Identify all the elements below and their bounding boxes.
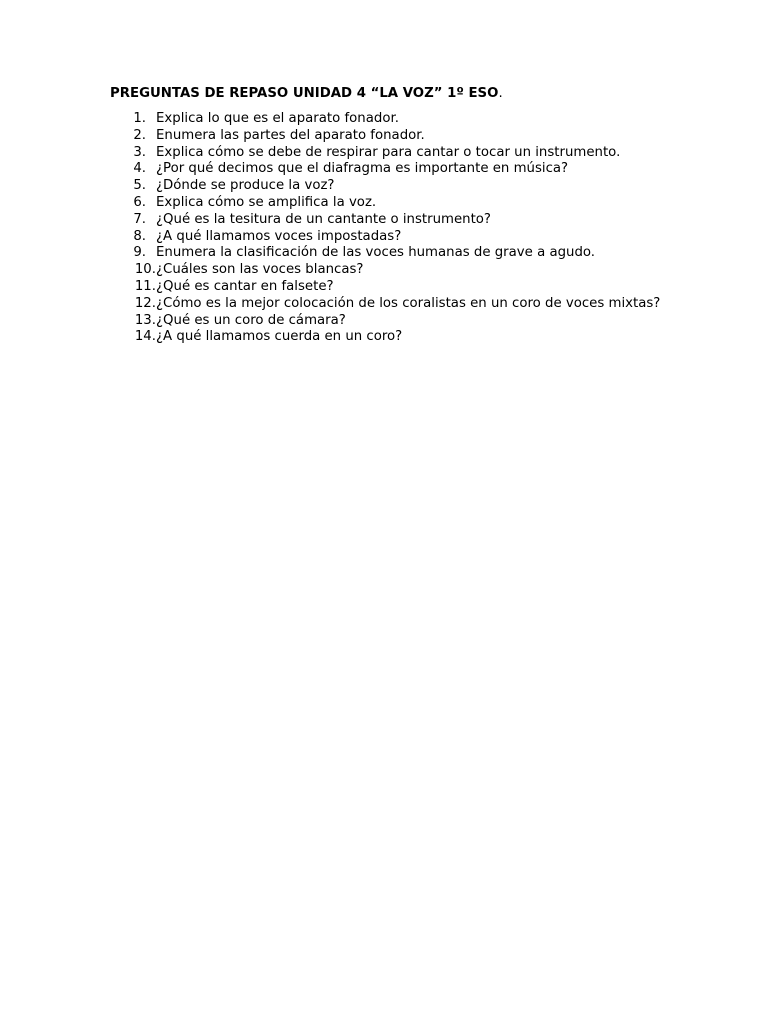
question-number: 9. <box>133 245 146 261</box>
question-number: 7. <box>133 211 146 227</box>
list-item <box>110 245 670 262</box>
question-text: ¿Por qué decimos que el diafragma es importante en música? <box>156 161 569 177</box>
question-text: ¿Qué es cantar en falsete? <box>156 278 334 294</box>
question-text: Explica cómo se debe de respirar para cantar o tocar un instrumento. <box>156 144 621 160</box>
question-text: ¿Qué es la tesitura de un cantante o instrumento? <box>156 211 491 227</box>
question-text: Explica lo que es el aparato fonador. <box>156 111 399 126</box>
list-item <box>110 195 670 212</box>
list-item <box>110 178 670 195</box>
list-item <box>110 296 670 313</box>
question-text: ¿A qué llamamos cuerda en un coro? <box>156 329 403 345</box>
question-number: 5. <box>133 178 146 194</box>
list-item <box>110 145 670 162</box>
question-number: 8. <box>133 228 146 244</box>
list-item <box>110 212 670 229</box>
list-item <box>110 161 670 178</box>
question-text: Enumera la clasificación de las voces humanas de grave a agudo. <box>156 245 596 261</box>
question-text: Enumera las partes del aparato fonador. <box>156 127 425 143</box>
question-number: 2. <box>133 127 146 143</box>
list-item <box>110 128 670 145</box>
question-number: 11. <box>134 278 156 294</box>
list-item <box>110 111 670 128</box>
question-text: ¿Cuáles son las voces blancas? <box>156 262 364 278</box>
page-title <box>110 85 503 102</box>
question-number: 12. <box>134 295 156 311</box>
question-list <box>110 111 670 346</box>
question-text: ¿A qué llamamos voces impostadas? <box>156 228 402 244</box>
list-item <box>110 262 670 279</box>
question-number: 10. <box>134 262 156 278</box>
question-number: 3. <box>133 144 146 160</box>
list-item <box>110 329 670 346</box>
title-text: PREGUNTAS DE REPASO UNIDAD 4 “LA VOZ” 1º ESO <box>110 86 499 101</box>
question-text: Explica cómo se amplifica la voz. <box>156 194 377 210</box>
list-item <box>110 279 670 296</box>
question-number: 14. <box>134 329 156 345</box>
question-number: 4. <box>133 161 146 177</box>
question-number: 13. <box>134 312 156 328</box>
question-text: ¿Dónde se produce la voz? <box>156 178 335 194</box>
list-item <box>110 229 670 246</box>
question-number: 6. <box>133 194 146 210</box>
question-text: ¿Qué es un coro de cámara? <box>156 312 346 328</box>
list-item <box>110 313 670 330</box>
question-text: ¿Cómo es la mejor colocación de los coralistas en un coro de voces mixtas? <box>156 295 661 311</box>
title-period: . <box>498 86 503 101</box>
question-number: 1. <box>133 111 146 126</box>
